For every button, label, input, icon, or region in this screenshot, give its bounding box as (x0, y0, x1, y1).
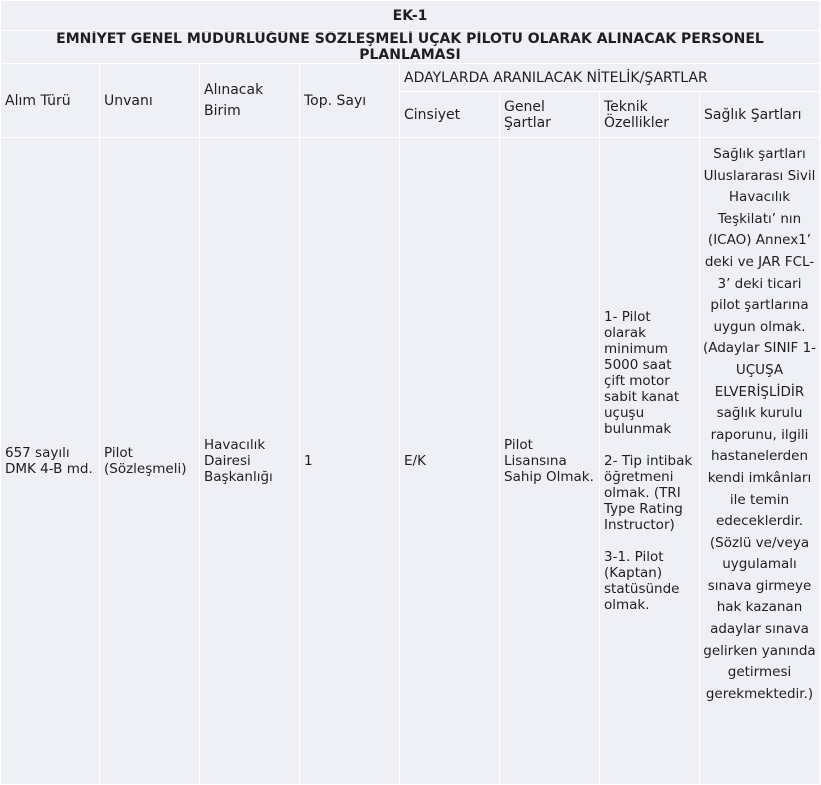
cell-unvani: Pilot (Sözleşmeli) (100, 138, 200, 785)
header-alinacak-birim: Alınacak Birim (200, 64, 300, 138)
teknik-item: 3-1. Pilot (Kaptan) statüsünde olmak. (604, 549, 680, 613)
teknik-item: 1- Pilot olarak minimum 5000 saat çift motor sabit kanat uçuşu bulunmak (604, 309, 680, 437)
teknik-item: 2- Tip intibak öğretmeni olmak. (TRI Type Rating Instructor) (604, 453, 693, 533)
table-title: EMNİYET GENEL MÜDÜRLÜĞÜNE SÖZLEŞMELİ UÇAK PİLOTU OLARAK ALINACAK PERSONEL PLANLAMASI (1, 31, 820, 64)
cell-saglik-sartlari: Sağlık şartları Uluslararası Sivil Havacılık Teşkilatı’ nın (ICAO) Annex1’ deki ve JAR FCL-3’ deki ticari pilot şartlarına uygun olmak. (Adaylar SINIF 1-UÇUŞA ELVERİŞLİDİR sağlık kurulu raporunu, ilgili hastanelerden kendi imkânları ile temin edeceklerdir. (Sözlü ve/veya uygulamalı sınava girmeye hak kazanan adaylar sınava gelirken yanında getirmesi gerekmektedir.) (700, 138, 820, 785)
header-unvani: Unvanı (100, 64, 200, 138)
annex-label: EK-1 (1, 1, 820, 31)
header-cinsiyet: Cinsiyet (400, 92, 500, 138)
cell-alinacak-birim: Havacılık Dairesi Başkanlığı (200, 138, 300, 785)
header-saglik-sartlari: Sağlık Şartları (700, 92, 820, 138)
cell-genel-sartlar: Pilot Lisansına Sahip Olmak. (500, 138, 600, 785)
header-aranilacak-sartlar: ADAYLARDA ARANILACAK NİTELİK/ŞARTLAR (400, 64, 820, 92)
cell-teknik-ozellikler (600, 138, 700, 785)
header-teknik-ozellikler: Teknik Özellikler (600, 92, 700, 138)
cell-cinsiyet: E/K (400, 138, 500, 785)
header-top-sayi: Top. Sayı (300, 64, 400, 138)
header-genel-sartlar: Genel Şartlar (500, 92, 600, 138)
cell-alim-turu: 657 sayılı DMK 4-B md. (1, 138, 100, 785)
cell-top-sayi: 1 (300, 138, 400, 785)
header-alim-turu: Alım Türü (1, 64, 100, 138)
